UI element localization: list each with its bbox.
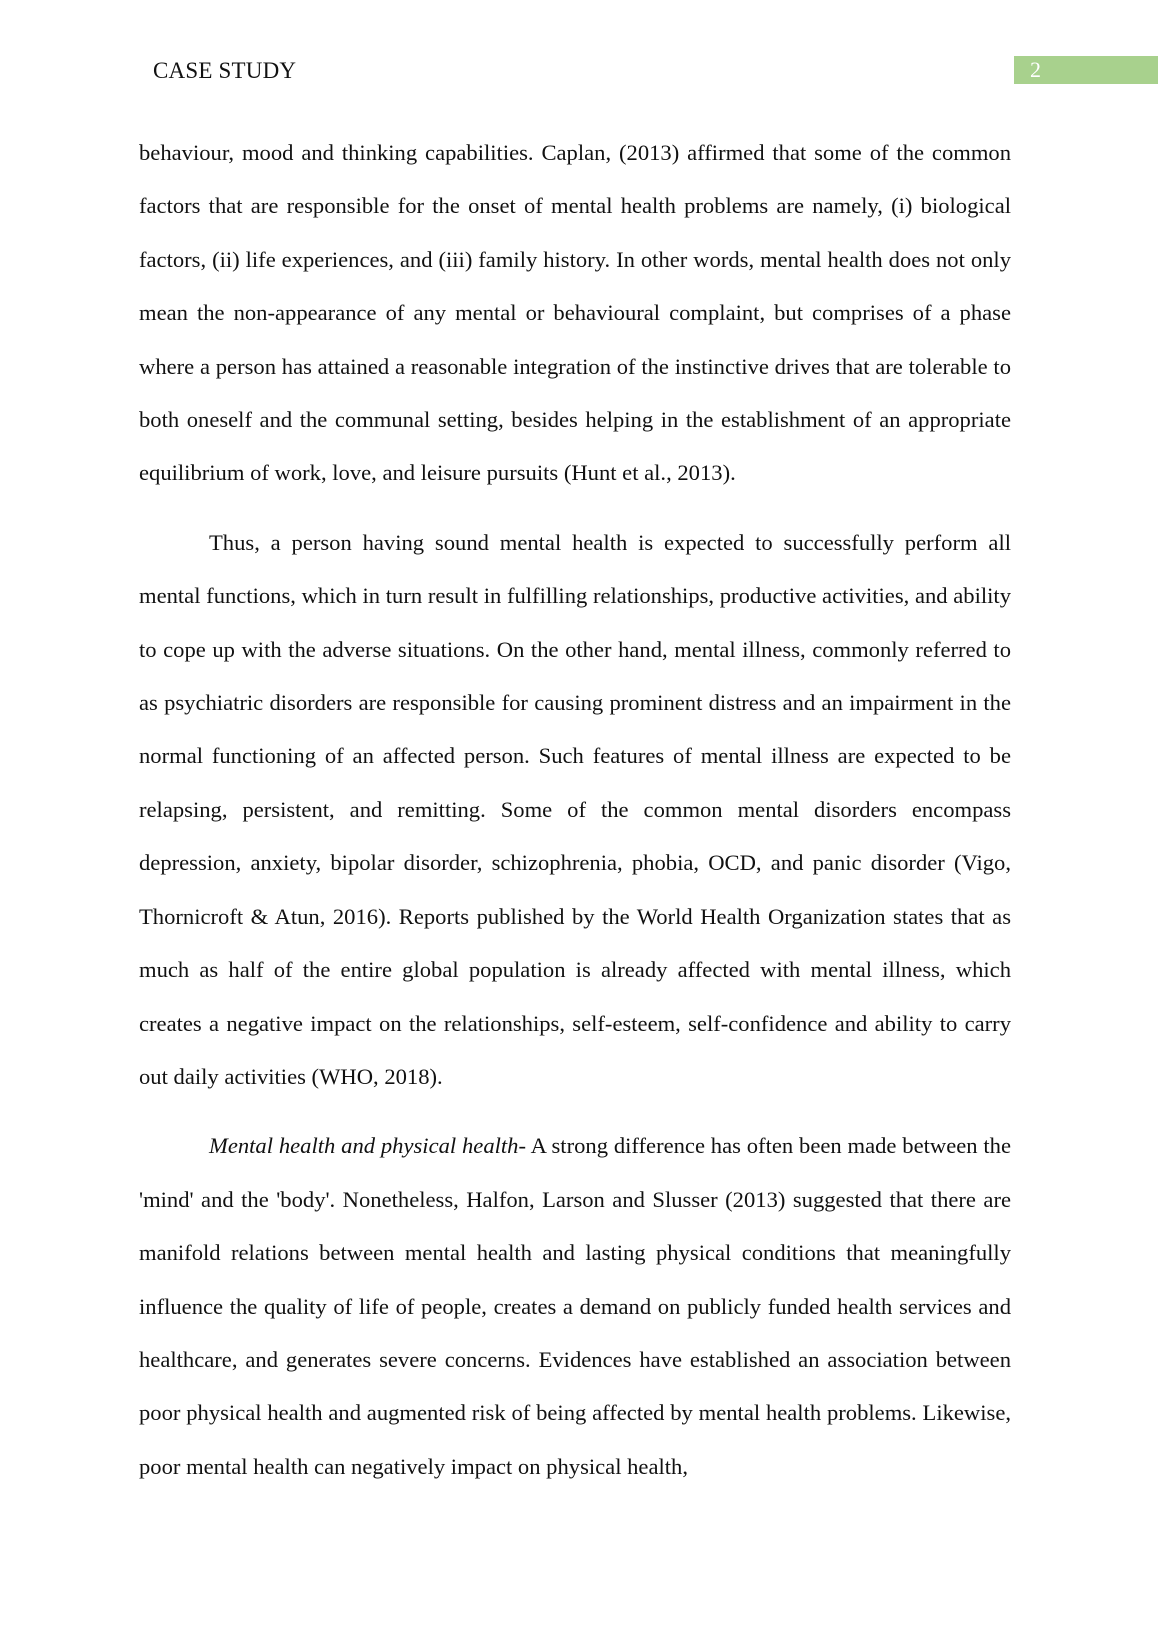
paragraph-2: Thus, a person having sound mental health is expected to successfully perform all mental functions, which in turn result in fulfilling relationships, productive activities, and ability to cope up with the adverse situations. On the other hand, mental illness, commonly referred to as psychiatric disorders are responsible for causing prominent distress and an impairment in the normal functioning of an affected person. Such features of mental illness are expected to be relapsing, persistent, and remitting. Some of the common mental disorders encompass depression, anxiety, bipolar disorder, schizophrenia, phobia, OCD, and panic disorder (Vigo, Thornicroft & Atun, 2016). Reports published by the World Health Organization states that as much as half of the entire global population is already affected with mental illness, which creates a negative impact on the relationships, self-esteem, self-confidence and ability to carry out daily activities (WHO, 2018).: [139, 529, 1011, 1089]
page-number-box: [1014, 56, 1158, 84]
paragraph-3-text: - A strong difference has often been made between the 'mind' and the 'body'. Nonetheless, Halfon, Larson and Slusser (2013) suggested that there are manifold relations between mental health and lasting physical conditions that meaningfully influence the quality of life of people, creates a demand on publicly funded health services and healthcare, and generates severe concerns. Evidences have established an association between poor physical health and augmented risk of being affected by mental health problems. Likewise, poor mental health can negatively impact on physical health,: [139, 1133, 1011, 1479]
running-head: CASE STUDY: [153, 58, 297, 83]
section-heading-mental-physical-health: Mental health and physical health: [209, 1133, 519, 1159]
paragraph-3: [139, 1119, 1011, 1493]
page-number: 2: [1030, 57, 1041, 82]
document-body: [139, 126, 1011, 1493]
paragraph-1: behaviour, mood and thinking capabilities. Caplan, (2013) affirmed that some of the common factors that are responsible for the onset of mental health problems are namely, (i) biological factors, (ii) life experiences, and (iii) family history. In other words, mental health does not only mean the non-appearance of any mental or behavioural complaint, but comprises of a phase where a person has attained a reasonable integration of the instinctive drives that are tolerable to both oneself and the communal setting, besides helping in the establishment of an appropriate equilibrium of work, love, and leisure pursuits (Hunt et al., 2013).: [139, 140, 1011, 486]
